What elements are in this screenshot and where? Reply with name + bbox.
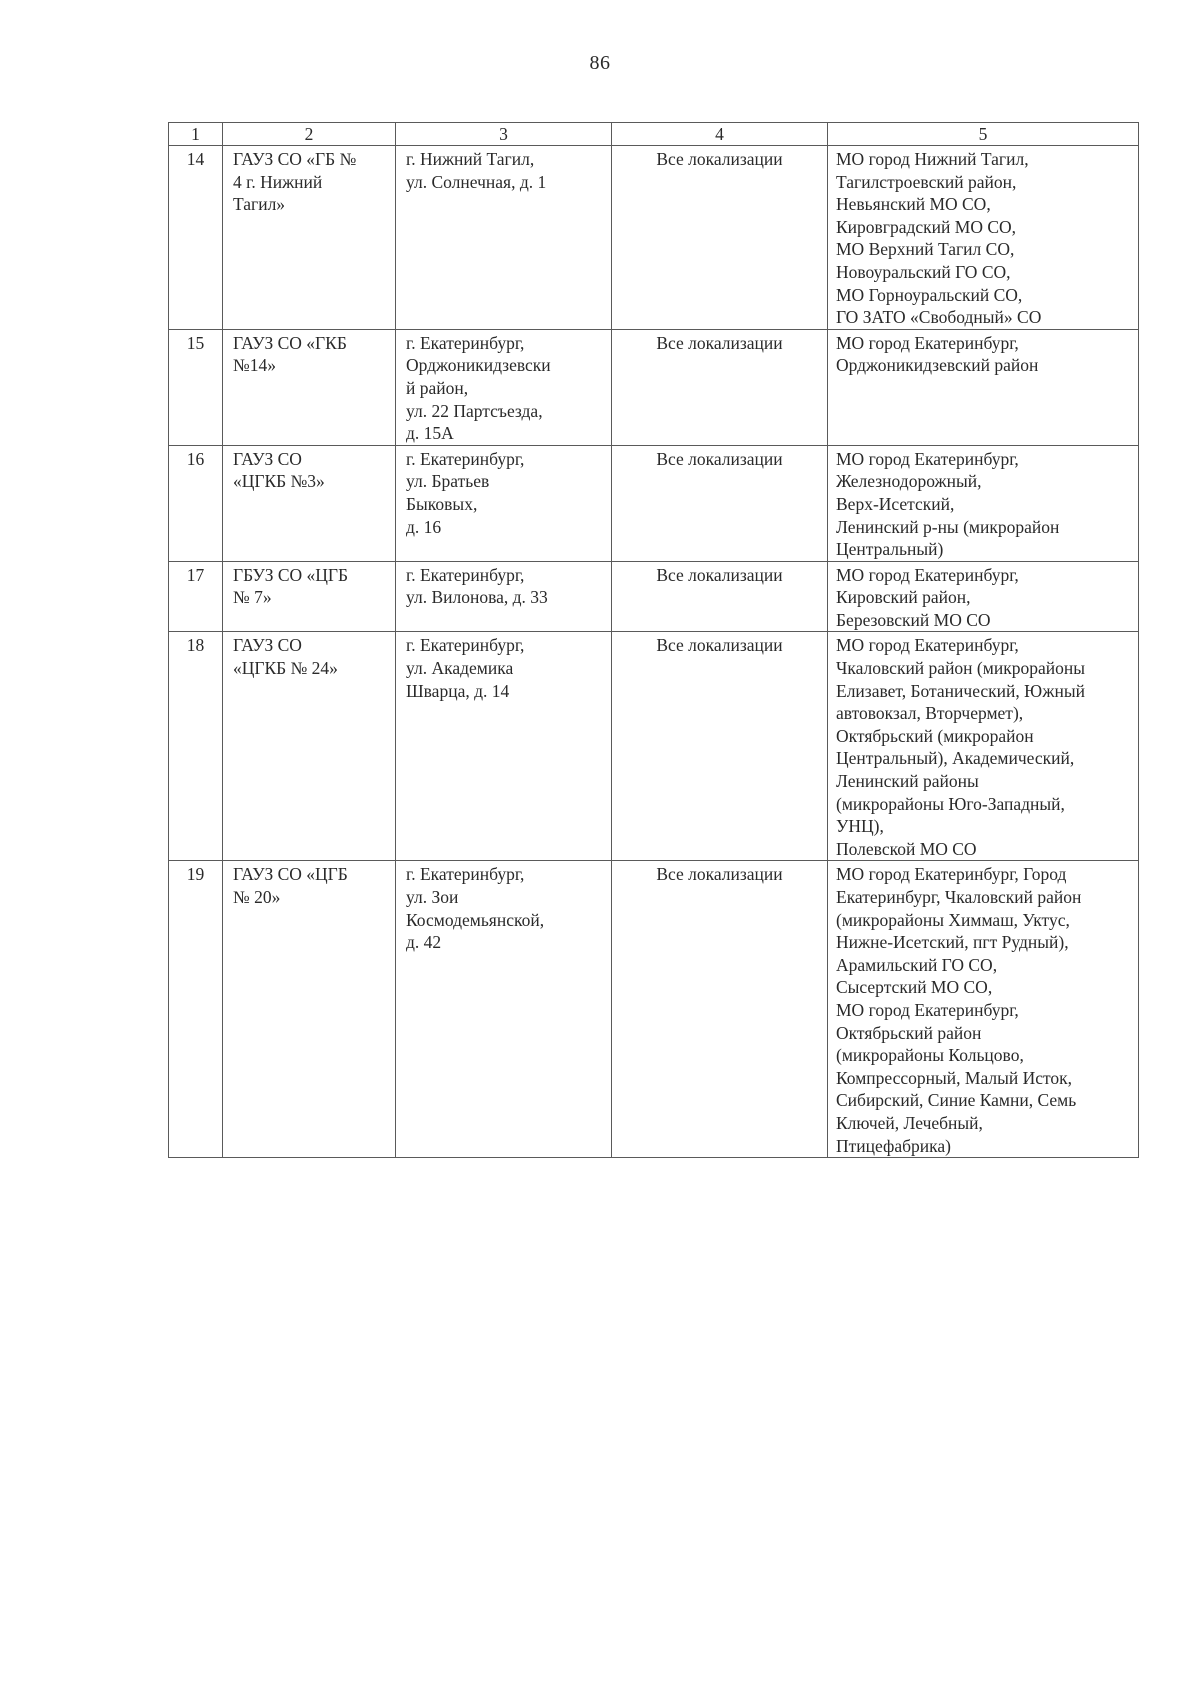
column-header-2: 2 [223,123,396,146]
row-number: 14 [169,146,223,330]
page-number: 86 [589,52,611,74]
service-area-cell: МО город Нижний Тагил, Тагилстроевский район, Невьянский МО СО, Кировградский МО СО, МО Верхний Тагил СО, Новоуральский ГО СО, МО Горноуральский СО, ГО ЗАТО «Свободный» СО [828,146,1139,330]
localization-cell: Все локализации [612,632,828,861]
organization-cell: ГАУЗ СО «ГКБ №14» [223,329,396,445]
organization-cell: ГАУЗ СО «ЦГБ № 20» [223,861,396,1158]
table-header-row [169,123,1139,146]
row-number: 19 [169,861,223,1158]
table-row [169,445,1139,561]
service-area-cell: МО город Екатеринбург, Кировский район, Березовский МО СО [828,561,1139,632]
service-area-cell: МО город Екатеринбург, Орджоникидзевский район [828,329,1139,445]
localization-cell: Все локализации [612,146,828,330]
table-row [169,861,1139,1158]
address-cell: г. Екатеринбург, ул. Вилонова, д. 33 [396,561,612,632]
row-number: 17 [169,561,223,632]
table-row [169,146,1139,330]
address-cell: г. Екатеринбург, ул. Зои Космодемьянской, д. 42 [396,861,612,1158]
address-cell: г. Нижний Тагил, ул. Солнечная, д. 1 [396,146,612,330]
hospital-assignment-table [168,122,1139,1158]
table-row [169,329,1139,445]
row-number: 15 [169,329,223,445]
service-area-cell: МО город Екатеринбург, Город Екатеринбург, Чкаловский район (микрорайоны Химмаш, Уктус, Нижне-Исетский, пгт Рудный), Арамильский ГО СО, Сысертский МО СО, МО город Екатеринбург, Октябрьский район (микрорайоны Кольцово, Компрессорный, Малый Исток, Сибирский, Синие Камни, Семь Ключей, Лечебный, Птицефабрика) [828,861,1139,1158]
service-area-cell: МО город Екатеринбург, Чкаловский район (микрорайоны Елизавет, Ботанический, Южный автовокзал, Вторчермет), Октябрьский (микрорайон Центральный), Академический, Ленинский районы (микрорайоны Юго-Западный, УНЦ), Полевской МО СО [828,632,1139,861]
row-number: 18 [169,632,223,861]
address-cell: г. Екатеринбург, ул. Академика Шварца, д. 14 [396,632,612,861]
organization-cell: ГАУЗ СО «ЦГКБ №3» [223,445,396,561]
column-header-4: 4 [612,123,828,146]
row-number: 16 [169,445,223,561]
localization-cell: Все локализации [612,445,828,561]
localization-cell: Все локализации [612,561,828,632]
table-row [169,561,1139,632]
localization-cell: Все локализации [612,861,828,1158]
service-area-cell: МО город Екатеринбург, Железнодорожный, Верх-Исетский, Ленинский р-ны (микрорайон Центральный) [828,445,1139,561]
address-cell: г. Екатеринбург, ул. Братьев Быковых, д. 16 [396,445,612,561]
organization-cell: ГАУЗ СО «ГБ № 4 г. Нижний Тагил» [223,146,396,330]
address-cell: г. Екатеринбург, Орджоникидзевски й район, ул. 22 Партсъезда, д. 15А [396,329,612,445]
organization-cell: ГБУЗ СО «ЦГБ № 7» [223,561,396,632]
column-header-3: 3 [396,123,612,146]
column-header-5: 5 [828,123,1139,146]
localization-cell: Все локализации [612,329,828,445]
organization-cell: ГАУЗ СО «ЦГКБ № 24» [223,632,396,861]
table-row [169,632,1139,861]
column-header-1: 1 [169,123,223,146]
